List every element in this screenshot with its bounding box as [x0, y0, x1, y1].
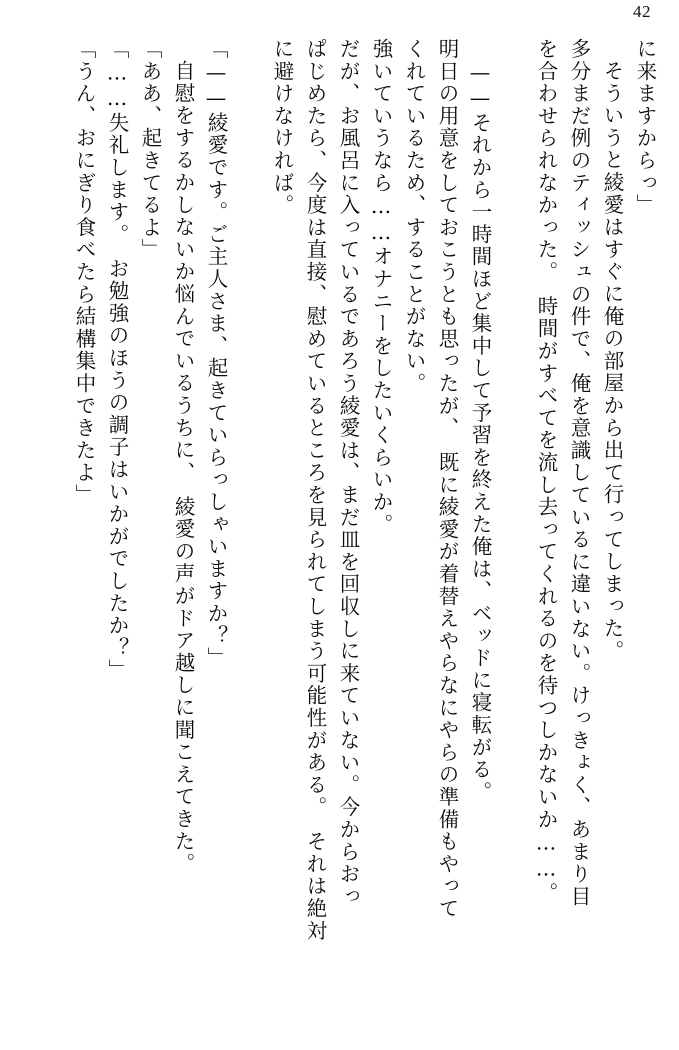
page-number: 42 — [633, 2, 651, 21]
text-line: 多分まだ例のティッシュの件で、俺を意識しているに違いない。けっきょく、あまり目 — [567, 38, 591, 908]
text-line: を合わせられなかった。 時間がすべてを流し去ってくれるのを待つしかないか……。 — [534, 38, 558, 905]
text-line: 「ああ、起きてるよ」 — [138, 38, 162, 261]
text-line — [490, 38, 523, 1032]
text-line: そういうと綾愛はすぐに俺の部屋から出て行ってしまった。 — [600, 60, 624, 663]
text-line: ぱじめたら、今度は直接、慰めているところを見られてしまう可能性がある。 それは絶対 — [303, 38, 327, 943]
text-line: 自慰をするかしないか悩んでいるうちに、 綾愛の声がドア越しに聞こえてきた。 — [171, 60, 195, 875]
text-line: 強いていうなら……オナニーをしたいくらいか。 — [369, 38, 393, 536]
text-line — [226, 38, 259, 1032]
text-line: だが、お風呂に入っているであろう綾愛は、まだ皿を回収しに来ていない。今からおっ — [336, 38, 360, 908]
page-text-body — [24, 38, 655, 1032]
text-line: に避けなければ。 — [270, 38, 294, 217]
text-line: 「うん、おにぎり食べたら結構集中できたよ」 — [72, 38, 96, 507]
text-line: 明日の用意をしておこうとも思ったが、 既に綾愛が着替えやらなにやらの準備もやって — [435, 38, 459, 920]
text-line: 「——綾愛です。ご主人さま、起きていらっしゃいますか？」 — [204, 38, 228, 670]
text-line: くれているため、することがない。 — [402, 38, 426, 395]
text-line: 「……失礼します。 お勉強のほうの調子はいかがでしたか？」 — [105, 38, 129, 682]
text-line: に来ますからっ」 — [633, 38, 657, 217]
text-line: ——それから一時間ほど集中して予習を終えた俺は、ベッドに寝転がる。 — [468, 38, 492, 804]
